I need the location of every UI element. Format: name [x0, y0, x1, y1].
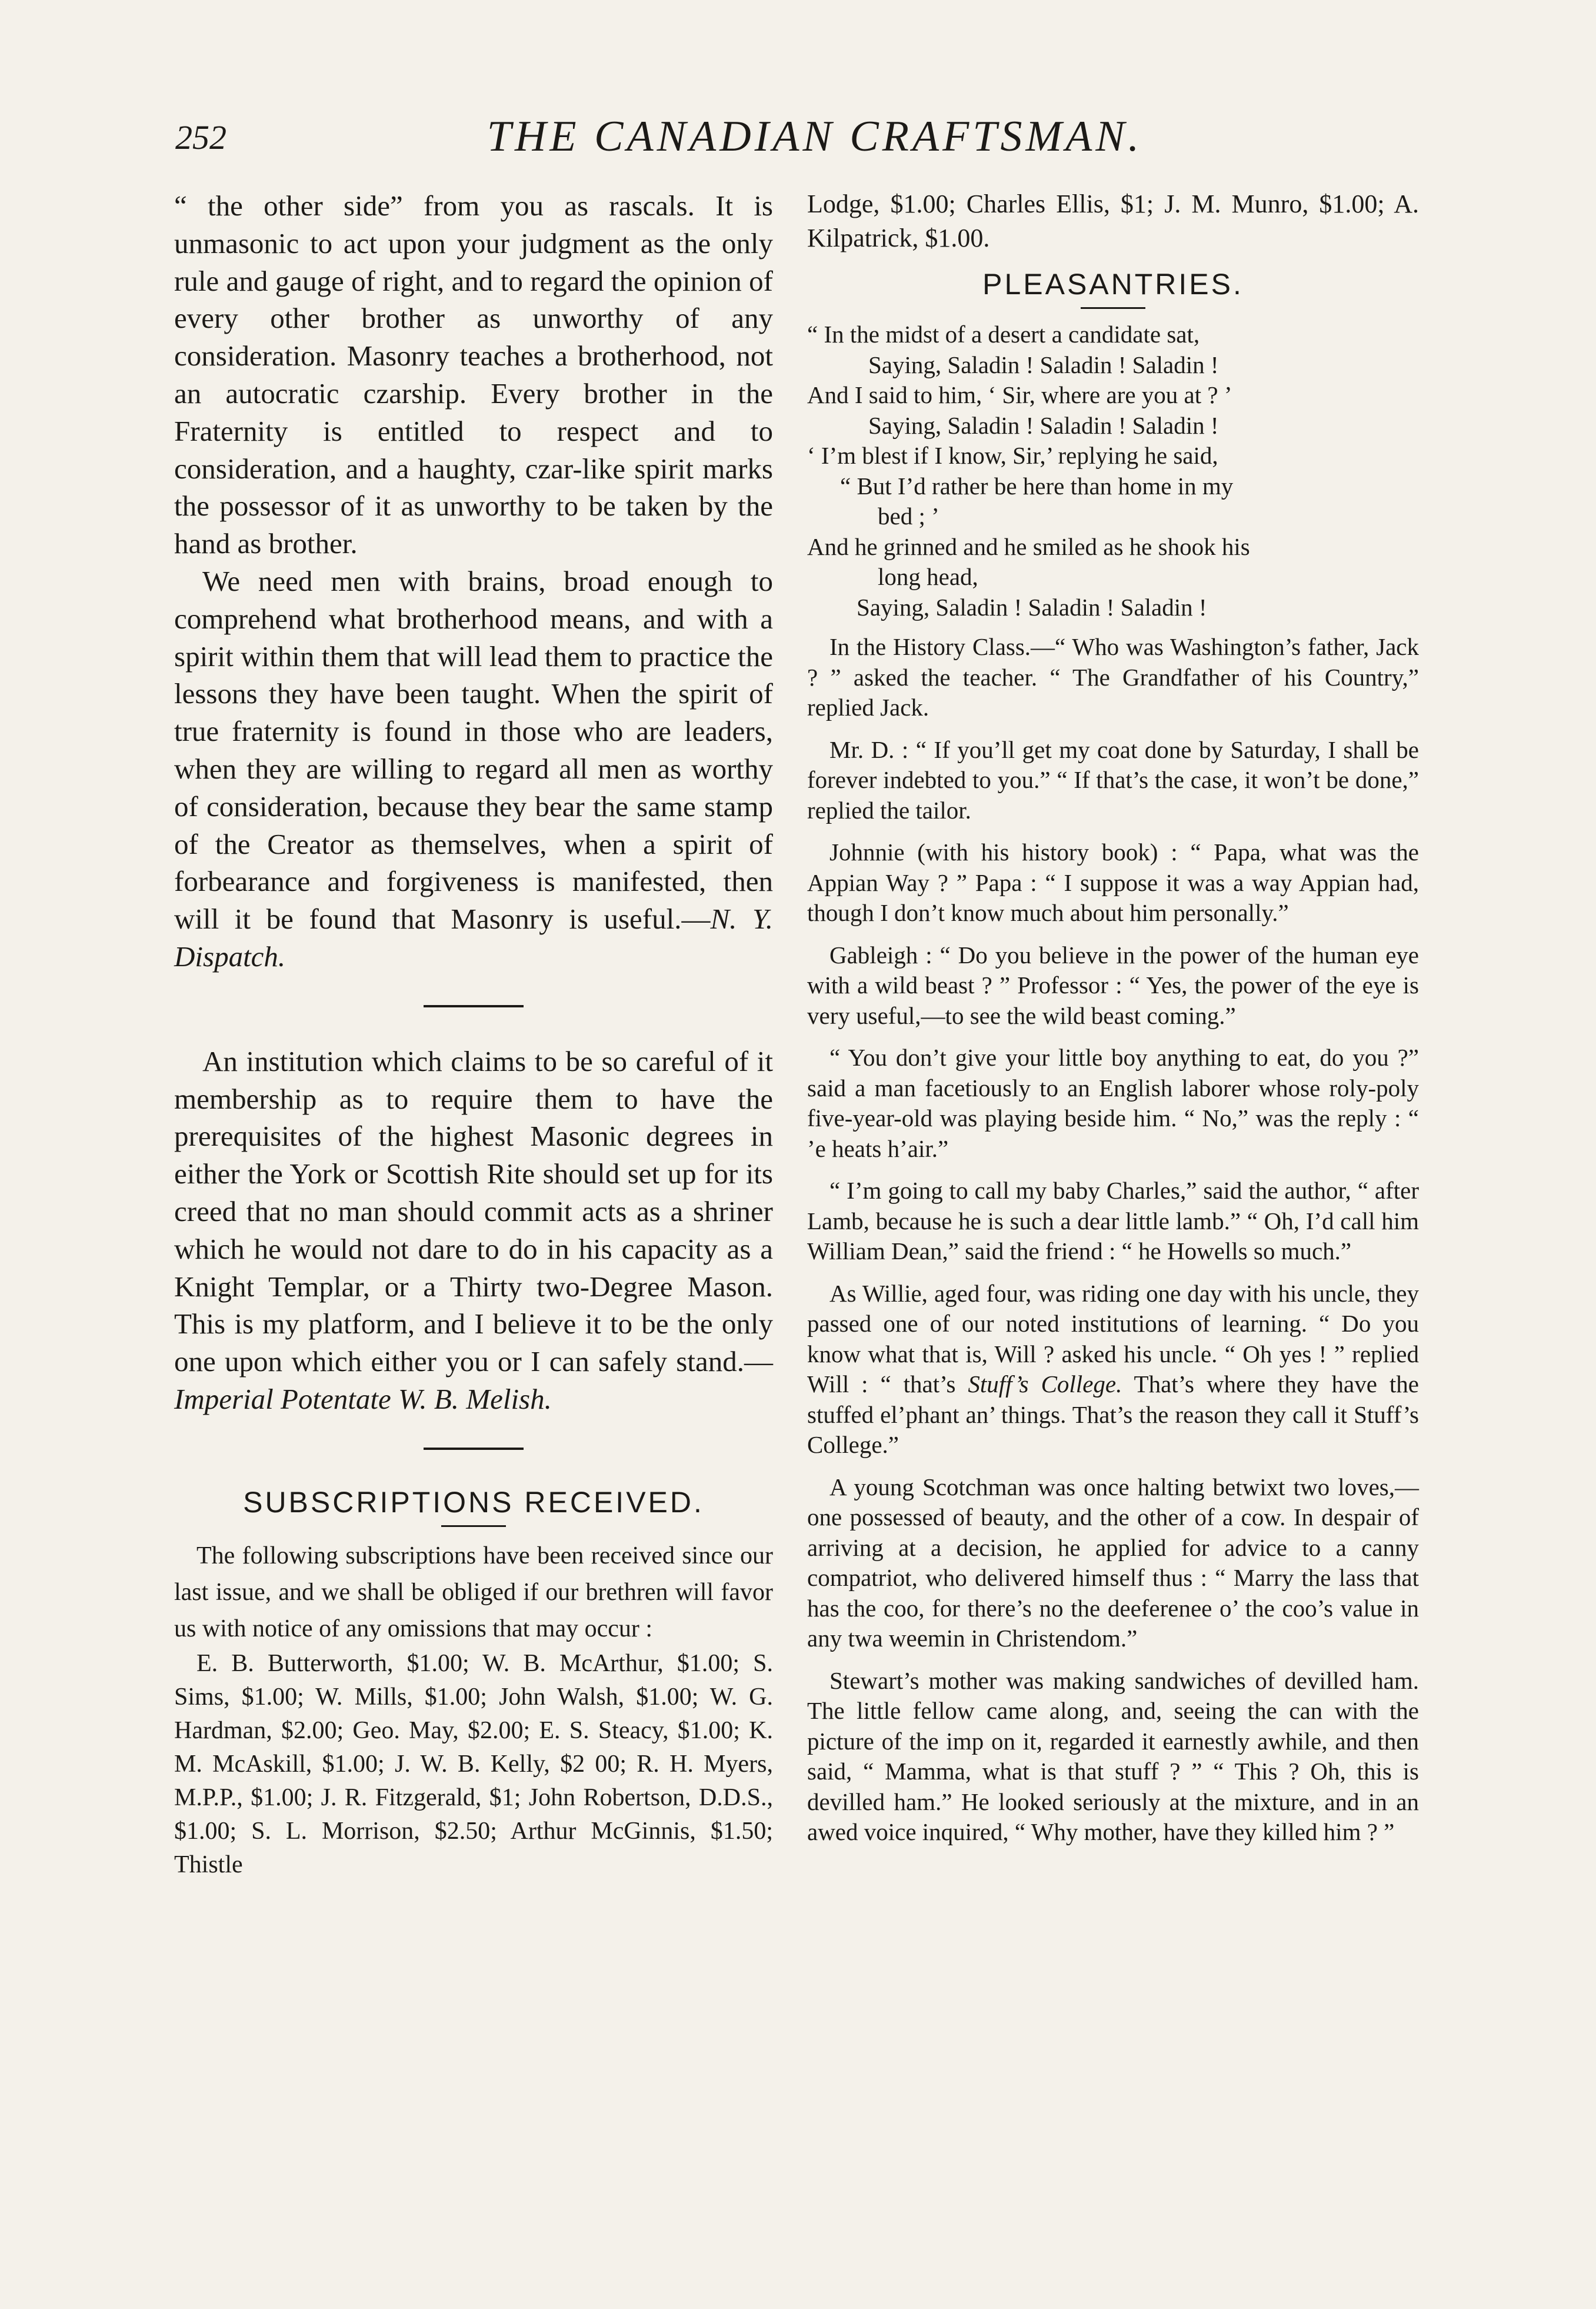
heading-rule [1081, 307, 1145, 309]
article-paragraph [174, 1043, 773, 1418]
joke-text: That’s where they have the stuffed el’phant an’ things. That’s the reason they call it Stuff’s College.” [807, 1370, 1419, 1458]
joke-paragraph [807, 1279, 1419, 1460]
article-paragraph [174, 563, 773, 976]
poem-line: And I said to him, ‘ Sir, where are you at ? ’ [807, 381, 1232, 408]
running-head: THE CANADIAN CRAFTSMAN. [487, 112, 1143, 161]
joke-paragraph: In the History Class.—“ Who was Washington’s father, Jack ? ” asked the teacher. “ The Grandfather of his Country,” replied Jack. [807, 633, 1419, 721]
source-citation: N. Y. Dispatch. [174, 903, 774, 973]
joke-paragraph: “ I’m going to call my baby Charles,” said the author, “ after Lamb, because he is such a dear little lamb.” “ Oh, I’d call him William Dean,” said the friend : “ he Howells so much.” [807, 1177, 1419, 1265]
joke-emphasis: Stuff’s College. [968, 1370, 1122, 1398]
poem-line: Saying, Saladin ! Saladin ! Saladin ! [868, 411, 1219, 439]
joke-paragraph: A young Scotchman was once halting betwixt two loves,—one possessed of beauty, and the other of a cow. In despair of arriving at a decision, he applied for advice to a canny compatriot, who delivered himself thus : “ Marry the lass that has the coo, for there’s no the deeferenee o’ the coo’s value in any twa weemin in Christendom.” [807, 1473, 1419, 1652]
poem-line: bed ; ’ [878, 503, 939, 530]
poem [807, 320, 1419, 623]
joke-paragraph: Stewart’s mother was making sandwiches of devilled ham. The little fellow came along, and, seeing the can with the picture of the imp on it, regarded it earnestly awhile, and then said, “ Mamma, what is that stuff ? ” “ This ? Oh, this is devilled ham.” He looked seriously at the mixture, and in an awed voice inquired, “ Why mother, have they killed him ? ” [807, 1666, 1419, 1845]
subscriptions-continued: Lodge, $1.00; Charles Ellis, $1; J. M. Munro, $1.00; A. Kilpatrick, $1.00. [807, 189, 1419, 252]
pleasantries-heading: PLEASANTRIES. [982, 268, 1244, 301]
poem-line: ‘ I’m blest if I know, Sir,’ replying he said, [807, 442, 1218, 469]
joke-paragraph: Mr. D. : “ If you’ll get my coat done by Saturday, I shall be forever indebted to you.” “ If that’s the case, it won’t be done,” replied the tailor. [807, 736, 1419, 824]
poem-line: And he grinned and he smiled as he shook his [807, 533, 1250, 560]
page-number: 252 [175, 118, 226, 157]
joke-paragraph: Johnnie (with his history book) : “ Papa, what was the Appian Way ? ” Papa : “ I suppose it was a way Appian had, though I don’t know much about him personally.” [807, 839, 1419, 926]
poem-line: Saying, Saladin ! Saladin ! Saladin ! [868, 351, 1219, 378]
heading-rule [441, 1525, 506, 1527]
joke-paragraph: Gableigh : “ Do you believe in the power of the human eye with a wild beast ? ” Professor : “ Yes, the power of the eye is very useful,—to see the wild beast coming.” [807, 941, 1419, 1029]
subscriptions-intro: The following subscriptions have been received since our last issue, and we shall be obliged if our brethren will favor us with notice of any omissions that may occur : [174, 1542, 773, 1642]
paragraph-text: We need men with brains, broad enough to comprehend what brotherhood means, and with a spirit within them that will lead them to practice the lessons they have been taught. When the spirit of true fraternity is found in those who are leaders, when they are willing to regard all men as worthy of consideration, because they bear the same stamp of the Creator as themselves, when a spirit of forbearance and forgiveness is manifested, then will it be found that Masonry is useful.— [174, 564, 773, 936]
poem-line: “ But I’d rather be here than home in my [840, 472, 1234, 500]
source-citation: Imperial Potentate W. B. Melish. [174, 1382, 552, 1415]
poem-line: Saying, Saladin ! Saladin ! Saladin ! [857, 593, 1207, 621]
joke-text: As Willie, aged four, was riding one day with his uncle, they passed one of our noted institutions of learning. “ Do you know what that is, Will ? asked his uncle. “ Oh yes ! ” replied Will : “ that’s [807, 1279, 1419, 1398]
article-paragraph: “ the other side” from you as rascals. It is unmasonic to act upon your judgment as the only rule and gauge of right, and to regard the opinion of every other brother as unworthy of any consideration. Masonry teaches a brotherhood, not an autocratic czarship. Every brother in the Fraternity is entitled to respect and to consideration, and a haughty, czar-like spirit marks the possessor of it as unworthy to be taken by the hand as brother. [174, 189, 773, 560]
section-rule [424, 1448, 524, 1450]
paragraph-text: An institution which claims to be so careful of it membership as to require them to have the prerequisites of the highest Masonic degrees in either the York or Scottish Rite should set up for its creed that no man should commit acts as a shriner which he would not dare to do in his capacity as a Knight Templar, or a Thirty two-Degree Mason. This is my platform, and I believe it to be the only one upon which either you or I can safely stand.— [174, 1044, 773, 1378]
right-column [807, 187, 1419, 1859]
left-column [174, 187, 773, 1882]
poem-line: “ In the midst of a desert a candidate sat, [807, 321, 1200, 348]
section-rule [424, 1005, 524, 1007]
subscriptions-list: E. B. Butterworth, $1.00; W. B. McArthur, $1.00; S. Sims, $1.00; W. Mills, $1.00; John Walsh, $1.00; W. G. Hardman, $2.00; Geo. May, $2.00; E. S. Steacy, $1.00; K. M. McAskill, $1.00; J. W. B. Kelly, $2 00; R. H. Myers, M.P.P., $1.00; J. R. Fitzgerald, $1; John Robertson, D.D.S., $1.00; S. L. Morrison, $2.50; Arthur McGinnis, $1.50; Thistle [174, 1649, 773, 1878]
subscriptions-heading: SUBSCRIPTIONS RECEIVED. [243, 1485, 704, 1519]
joke-paragraph: “ You don’t give your little boy anything to eat, do you ?” said a man facetiously to an English laborer whose roly-poly five-year-old was playing beside him. “ No,” was the reply : “ ’e heats h’air.” [807, 1044, 1419, 1162]
poem-line: long head, [878, 563, 978, 590]
